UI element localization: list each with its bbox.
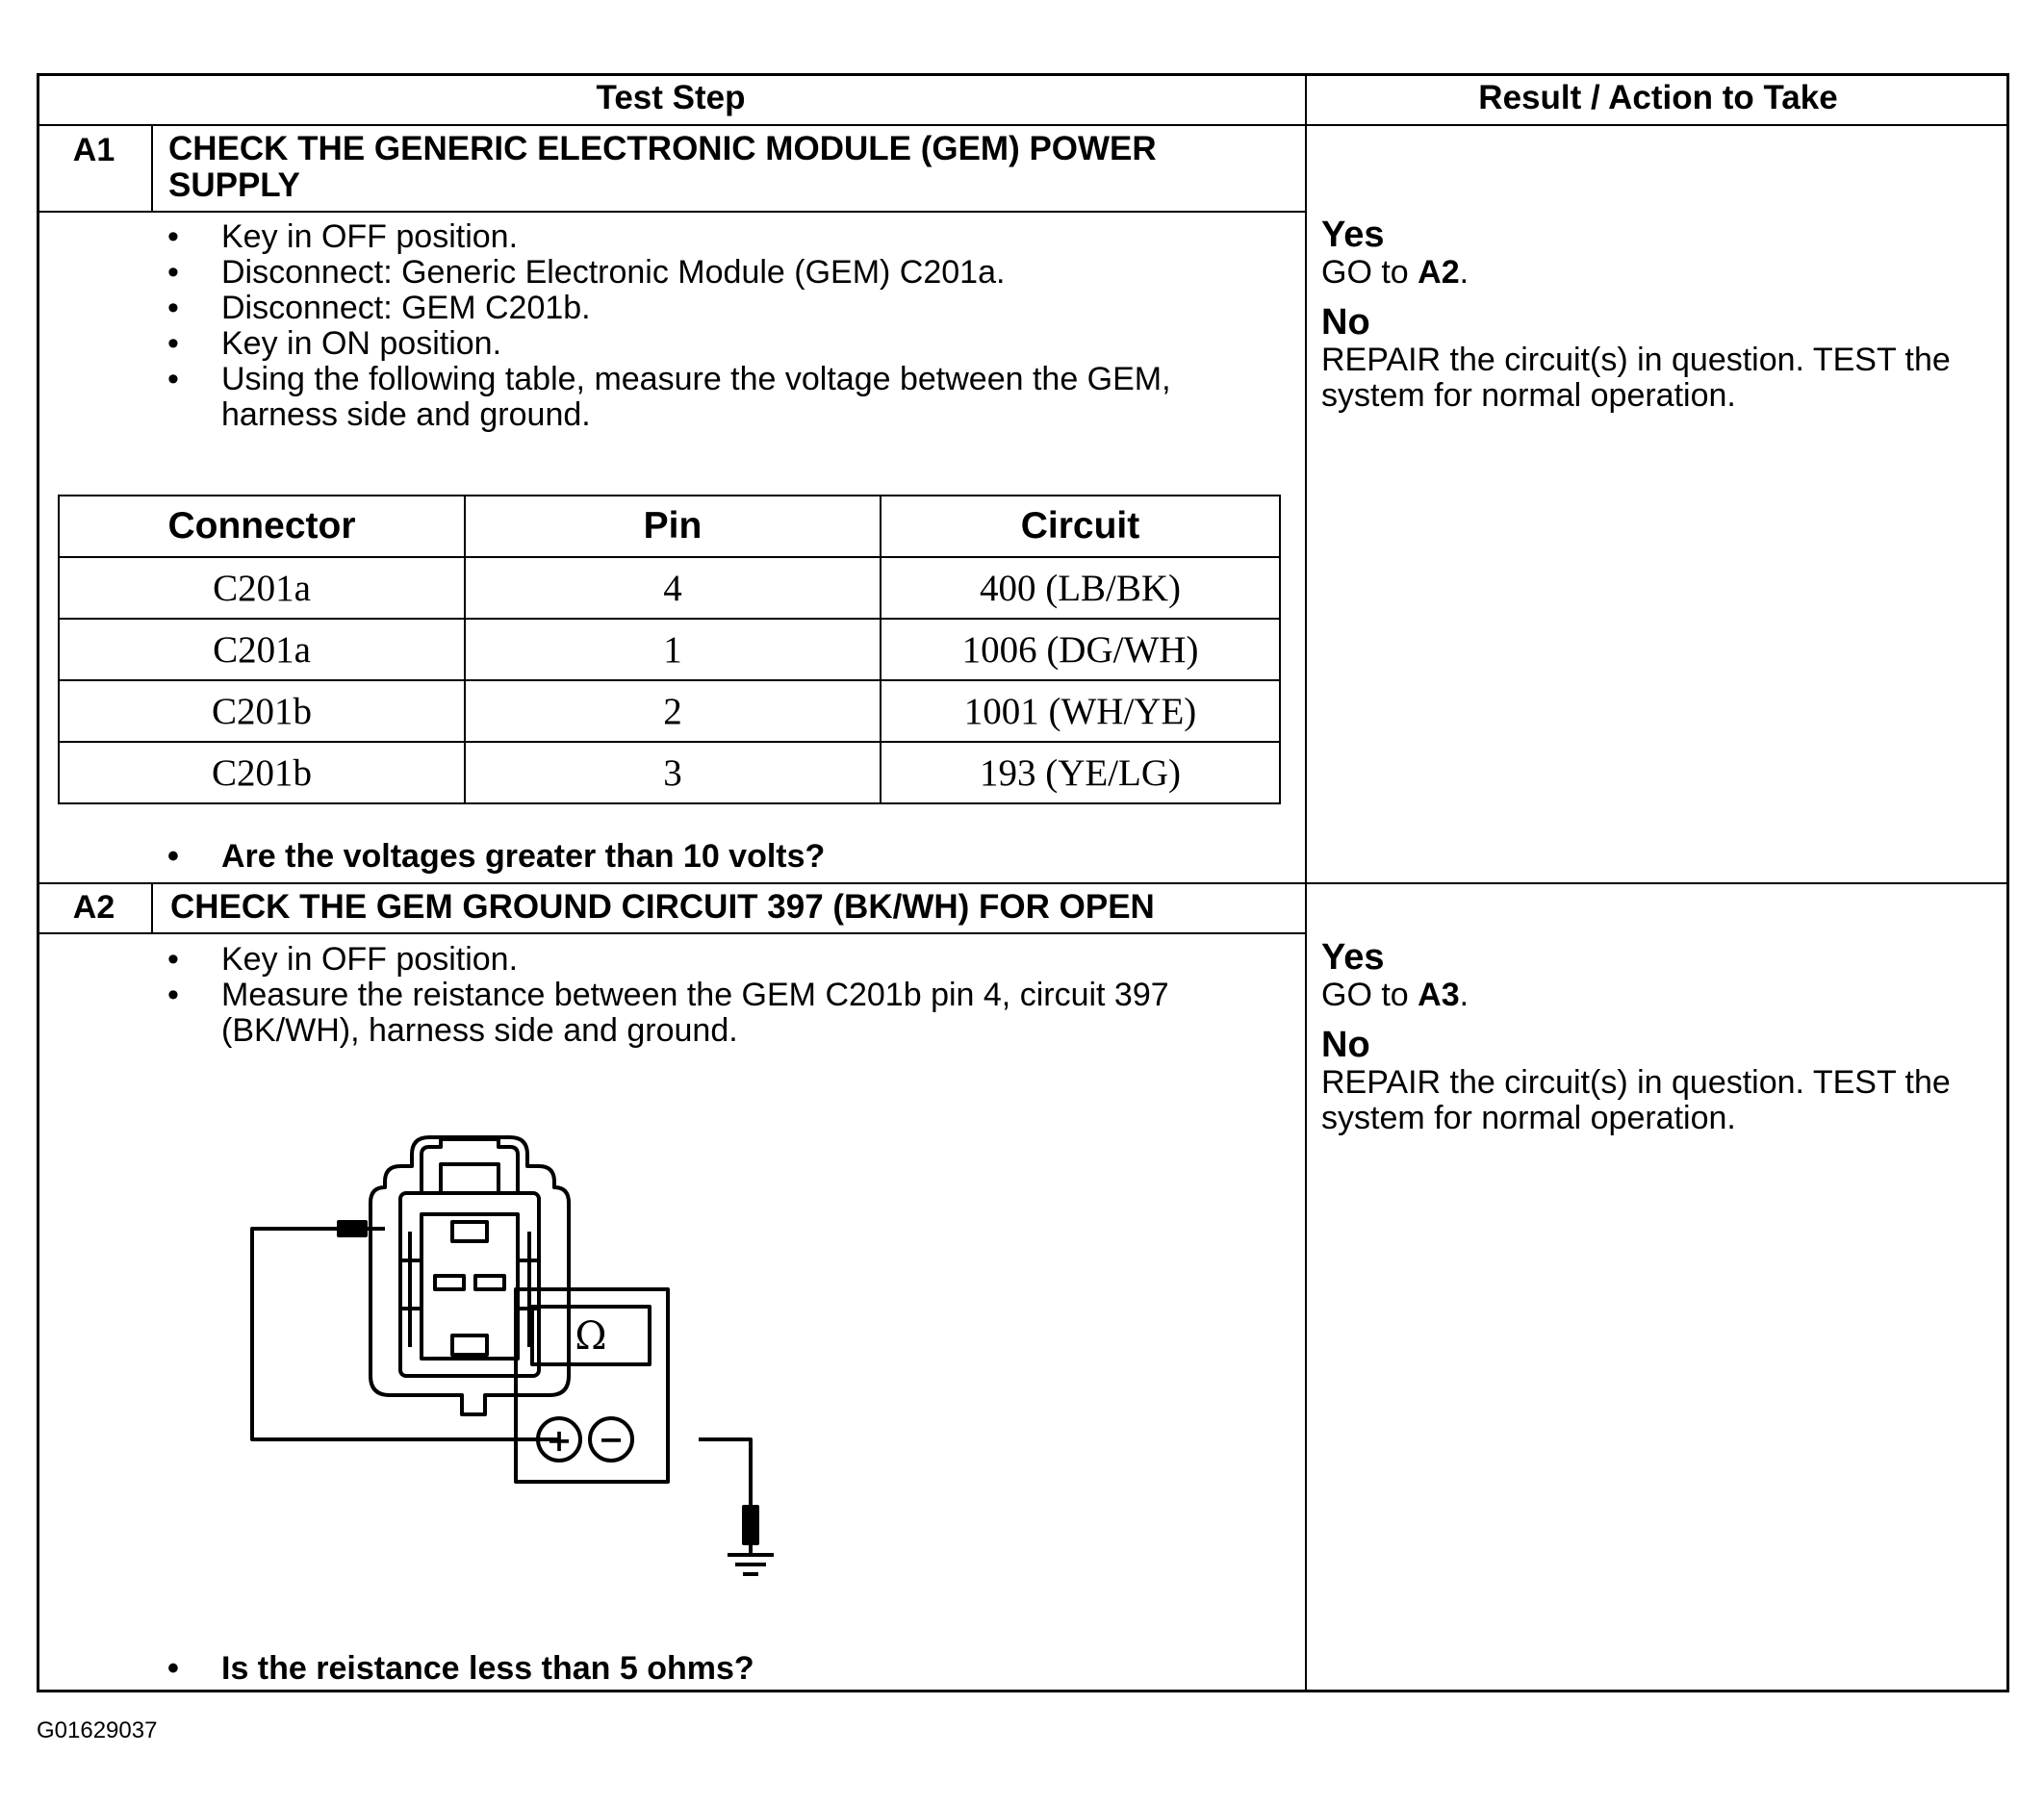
result-yes-action: GO to A2. (1321, 254, 1469, 291)
table-cell: 3 (465, 742, 881, 803)
a2-title-divider (37, 932, 1305, 934)
ohm-symbol: Ω (575, 1314, 607, 1359)
table-cell: 2 (465, 680, 881, 742)
step-a2-question: • Is the reistance less than 5 ohms? (167, 1651, 1280, 1687)
result-yes-label: Yes (1321, 215, 1385, 255)
table-row (59, 680, 1280, 742)
result-yes-prefix: GO to (1321, 977, 1409, 1013)
step-a2-result (1321, 937, 1995, 1136)
header-divider (37, 124, 2009, 126)
table-cell: C201a (59, 557, 465, 619)
table-row (59, 742, 1280, 803)
step-a1-result (1321, 215, 1995, 414)
table-cell: 4 (465, 557, 881, 619)
column-header-circuit: Circuit (881, 496, 1280, 557)
table-cell: 1006 (DG/WH) (881, 619, 1280, 680)
ohmmeter-diagram (231, 1087, 1078, 1597)
list-item: • Key in OFF position. (167, 942, 1245, 978)
test-lead-negative (699, 1439, 751, 1507)
table-cell: 400 (LB/BK) (881, 557, 1280, 619)
list-item: • Measure the reistance between the GEM C201b pin 4, circuit 397 (BK/WH), harness side and ground. (167, 978, 1245, 1049)
plus-sign: + (546, 1422, 573, 1459)
step-a1-id: A1 (72, 132, 115, 168)
table-cell: C201a (59, 619, 465, 680)
table-header-row (59, 496, 1280, 557)
step-a2-title: CHECK THE GEM GROUND CIRCUIT 397 (BK/WH) FOR OPEN (170, 888, 1155, 926)
table-cell: C201b (59, 742, 465, 803)
result-no-label: No (1321, 1025, 1370, 1065)
table-row (59, 619, 1280, 680)
pin-cavity (435, 1276, 464, 1289)
result-no-text: REPAIR the circuit(s) in question. TEST the system for normal operation. (1321, 1064, 1951, 1136)
a1-title-divider (37, 211, 1305, 213)
connector-pin-table (58, 495, 1281, 804)
list-item: • Using the following table, measure the voltage between the GEM, harness side and ground. (167, 362, 1188, 433)
column-header-pin: Pin (465, 496, 881, 557)
result-yes-target: A2 (1418, 254, 1460, 291)
step-a1-question: • Are the voltages greater than 10 volts? (167, 839, 1280, 875)
step-a1-title: CHECK THE GENERIC ELECTRONIC MODULE (GEM) POWER SUPPLY (168, 130, 1157, 204)
table-cell: 193 (YE/LG) (881, 742, 1280, 803)
table-cell: C201b (59, 680, 465, 742)
result-yes-prefix: GO to (1321, 254, 1409, 291)
result-yes-label: Yes (1321, 937, 1385, 978)
result-no-text: REPAIR the circuit(s) in question. TEST the system for normal operation. (1321, 342, 1951, 414)
column-header-connector: Connector (59, 496, 465, 557)
header-test-step: Test Step (596, 79, 746, 116)
list-item: • Disconnect: Generic Electronic Module (GEM) C201a. (167, 255, 1188, 291)
result-yes-target: A3 (1418, 977, 1460, 1013)
table-row (59, 557, 1280, 619)
a2-id-divider (151, 882, 153, 932)
result-no-label: No (1321, 302, 1370, 343)
table-cell: 1001 (WH/YE) (881, 680, 1280, 742)
list-item: • Key in OFF position. (167, 219, 1188, 255)
step-a1-instructions (167, 219, 1188, 433)
list-item: • Disconnect: GEM C201b. (167, 291, 1188, 326)
step-a2-id: A2 (72, 889, 115, 926)
list-item: • Key in ON position. (167, 326, 1188, 362)
a1-id-divider (151, 124, 153, 211)
result-yes-action: GO to A3. (1321, 977, 1469, 1013)
table-cell: 1 (465, 619, 881, 680)
step-divider (37, 882, 2009, 884)
probe-tip (339, 1222, 366, 1235)
ground-probe (744, 1507, 757, 1543)
pin-cavity (475, 1276, 504, 1289)
header-result-action: Result / Action to Take (1478, 79, 1838, 116)
minus-sign: − (598, 1421, 625, 1458)
figure-id: G01629037 (37, 1717, 158, 1743)
step-a2-instructions (167, 942, 1245, 1049)
